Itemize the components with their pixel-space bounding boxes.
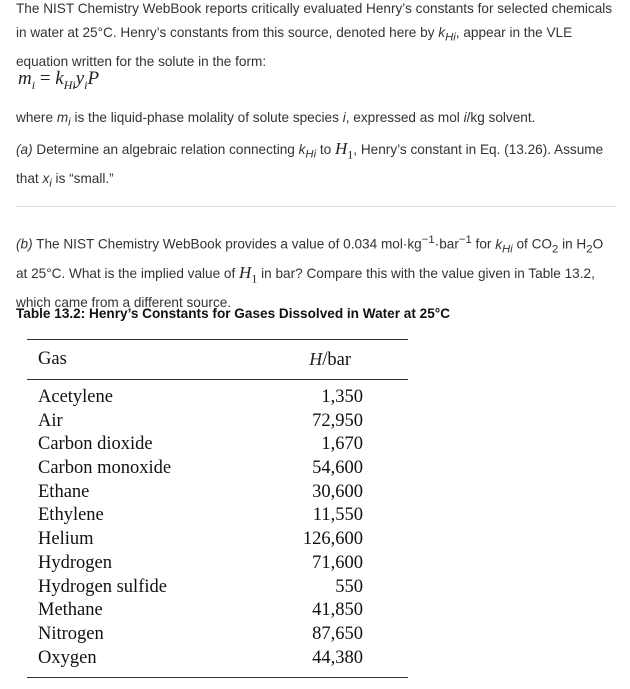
henry-constants-table	[27, 339, 408, 678]
gas-name-cell: Oxygen	[38, 647, 97, 668]
gas-name-cell: Ethylene	[38, 505, 104, 526]
henry-value-cell: 126,600	[302, 529, 363, 550]
k-symbol: $k_{Hi}$	[438, 25, 456, 44]
gas-name-cell: Methane	[38, 600, 103, 621]
part-b-label: (b)	[16, 236, 33, 252]
gas-name-cell: Air	[38, 410, 63, 431]
gas-name-cell: Ethane	[38, 481, 90, 502]
k-symbol: $k_{Hi}$	[495, 236, 513, 256]
x-symbol: $x_i$	[42, 170, 52, 190]
henry-value-cell: 550	[335, 576, 363, 597]
henry-value-cell: 41,850	[312, 600, 363, 621]
table-row	[38, 386, 397, 410]
part-a-label: (a)	[16, 142, 33, 157]
table-row	[38, 481, 397, 505]
table-row	[38, 504, 397, 528]
i-symbol: i	[342, 110, 346, 125]
intro-text: The NIST Chemistry WebBook reports critically evaluated Henry’s constants for selected chemicals in water at 25°C. Henry’s constants from this source, denoted here by	[16, 1, 613, 40]
henry-value-cell: 54,600	[312, 458, 363, 479]
table-header-row	[27, 340, 408, 379]
vle-equation: $m_i = k_{Hi}y_iP$	[18, 68, 100, 92]
henry-value-cell: 1,670	[321, 434, 363, 455]
henry-h-symbol: $H_1$	[335, 139, 354, 162]
henry-value-cell: 30,600	[312, 481, 363, 502]
m-symbol: $m_i$	[56, 110, 71, 129]
intro-paragraph	[16, 0, 616, 74]
table-bottom-rule	[27, 677, 408, 678]
table-row	[38, 623, 397, 647]
gas-name-cell: Nitrogen	[38, 623, 104, 644]
gas-name-cell: Hydrogen sulfide	[38, 576, 167, 597]
gas-name-cell: Helium	[38, 529, 94, 550]
table-row	[38, 433, 397, 457]
table-row	[38, 552, 397, 576]
henry-value-cell: 44,380	[312, 647, 363, 668]
section-divider	[16, 206, 616, 207]
henry-value-cell: 1,350	[321, 387, 363, 407]
henry-value-cell: 72,950	[312, 410, 363, 431]
i-symbol-2: i	[463, 110, 467, 125]
k-symbol: $k_{Hi}$	[298, 142, 317, 161]
table-body	[27, 380, 408, 677]
table-caption: Table 13.2: Henry’s Constants for Gases Dissolved in Water at 25°C	[16, 306, 451, 321]
table-row	[38, 647, 397, 671]
gas-name-cell: Carbon monoxide	[38, 458, 172, 479]
where-paragraph: where $m_i$ is the liquid-phase molality of solute species i, expressed as mol i/kg solvent.	[16, 110, 536, 129]
gas-name-cell: Carbon dioxide	[38, 434, 153, 455]
henry-value-cell: 87,650	[312, 623, 363, 644]
table-row	[38, 576, 397, 600]
part-a-paragraph: (a) Determine an algebraic relation connecting $k_{Hi}$ to $H_1$, Henry’s constant in Eq. (13.26). Assume that $x_i$ is “small.”	[16, 139, 604, 190]
intro-text-2: , appear in the VLE equation written for the solute in the form:	[16, 25, 573, 69]
table-row	[38, 528, 397, 552]
table-row	[38, 410, 397, 434]
henry-value-cell: 11,550	[312, 505, 363, 526]
gas-name-cell: Hydrogen	[38, 552, 112, 573]
table-row	[38, 599, 397, 623]
part-b-paragraph: (b) The NIST Chemistry WebBook provides a value of 0.034 $mol\cdot kg^{-1}\cdot bar^{-1}$ for $k_{Hi}$ of $CO_2$ in $H_2O$ at 25°C. What is the implied value of $H_1$ in bar? Compare this with the value given in Table 13.2, which came from a different source.	[16, 234, 604, 310]
table-row	[38, 457, 397, 481]
column-header-henry: H/bar	[309, 349, 351, 370]
column-header-gas: Gas	[38, 349, 67, 369]
henry-value-cell: 71,600	[312, 552, 363, 573]
gas-name-cell: Acetylene	[38, 387, 113, 407]
henry-h-symbol: $H_1$	[239, 263, 258, 286]
